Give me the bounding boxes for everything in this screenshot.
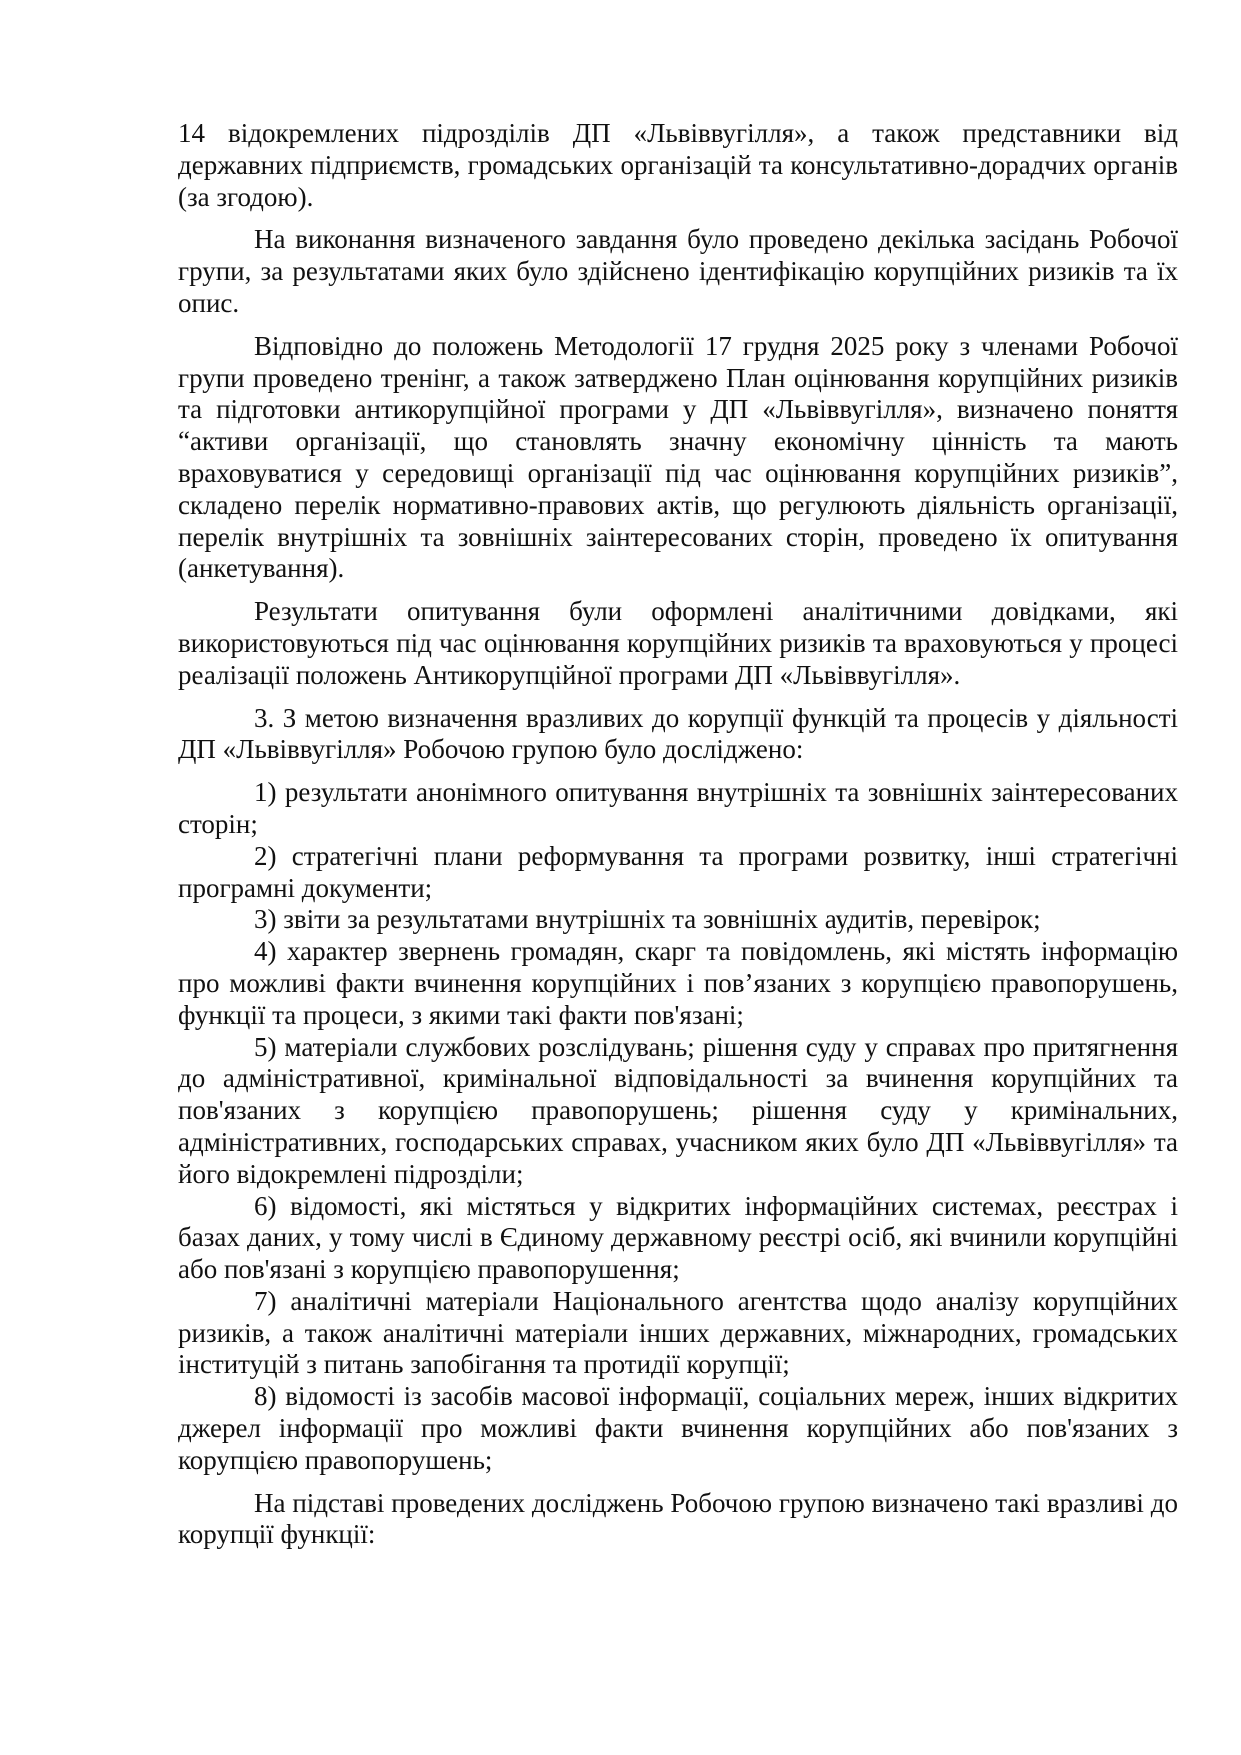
- paragraph-methodology: Відповідно до положень Методології 17 грудня 2025 року з членами Робочої групи проведено тренінг, а також затверджено План оцінювання корупційних ризиків та підготовки антикорупційної програми у ДП «Львіввугілля», визначено поняття “активи організації, що становлять значну економічну цінність та мають враховуватися у середовищі організації під час оцінювання корупційних ризиків”, складено перелік нормативно-правових актів, що регулюють діяльність організації, перелік внутрішніх та зовнішніх заінтересованих сторін, проведено їх опитування (анкетування).: [178, 330, 1178, 584]
- list-item: 5) матеріали службових розслідувань; рішення суду у справах про притягнення до адміністративної, кримінальної відповідальності за вчинення корупційних та пов'язаних з корупцією правопорушень; рішення суду у кримінальних, адміністративних, господарських справах, учасником яких було ДП «Львіввугілля» та його відокремлені підрозділи;: [178, 1031, 1178, 1189]
- paragraph-closing: На підставі проведених досліджень Робочою групою визначено такі вразливі до корупції функції:: [178, 1487, 1178, 1550]
- paragraph-section-3: 3. З метою визначення вразливих до корупції функцій та процесів у діяльності ДП «Львіввугілля» Робочою групою було досліджено:: [178, 702, 1178, 765]
- studied-sources-list: [178, 777, 1178, 1477]
- list-item: 4) характер звернень громадян, скарг та повідомлень, які містять інформацію про можливі факти вчинення корупційних і пов’язаних з корупцією правопорушень, функції та процеси, з якими такі факти пов'язані;: [178, 936, 1178, 1030]
- paragraph-continuation: 14 відокремлених підрозділів ДП «Львіввугілля», а також представники від державних підприємств, громадських організацій та консультативно-дорадчих органів (за згодою).: [178, 118, 1178, 212]
- list-item: 6) відомості, які містяться у відкритих інформаційних системах, реєстрах і базах даних, у тому числі в Єдиному державному реєстрі осіб, які вчинили корупційні або пов'язані з корупцією правопорушення;: [178, 1190, 1178, 1285]
- list-item: 7) аналітичні матеріали Національного агентства щодо аналізу корупційних ризиків, а також аналітичні матеріали інших державних, міжнародних, громадських інституцій з питань запобігання та протидії корупції;: [178, 1285, 1178, 1380]
- paragraph-meetings: На виконання визначеного завдання було проведено декілька засідань Робочої групи, за результатами яких було здійснено ідентифікацію корупційних ризиків та їх опис.: [178, 224, 1178, 318]
- document-body: [178, 118, 1178, 1562]
- list-item: 1) результати анонімного опитування внутрішніх та зовнішніх заінтересованих сторін;: [178, 777, 1178, 839]
- paragraph-survey-results: Результати опитування були оформлені аналітичними довідками, які використовуються під час оцінювання корупційних ризиків та враховуються у процесі реалізації положень Антикорупційної програми ДП «Львіввугілля».: [178, 596, 1178, 690]
- list-item: 8) відомості із засобів масової інформації, соціальних мереж, інших відкритих джерел інформації про можливі факти вчинення корупційних або пов'язаних з корупцією правопорушень;: [178, 1381, 1178, 1475]
- list-item: 2) стратегічні плани реформування та програми розвитку, інші стратегічні програмні документи;: [178, 840, 1178, 903]
- list-item: 3) звіти за результатами внутрішніх та зовнішніх аудитів, перевірок;: [254, 904, 1041, 935]
